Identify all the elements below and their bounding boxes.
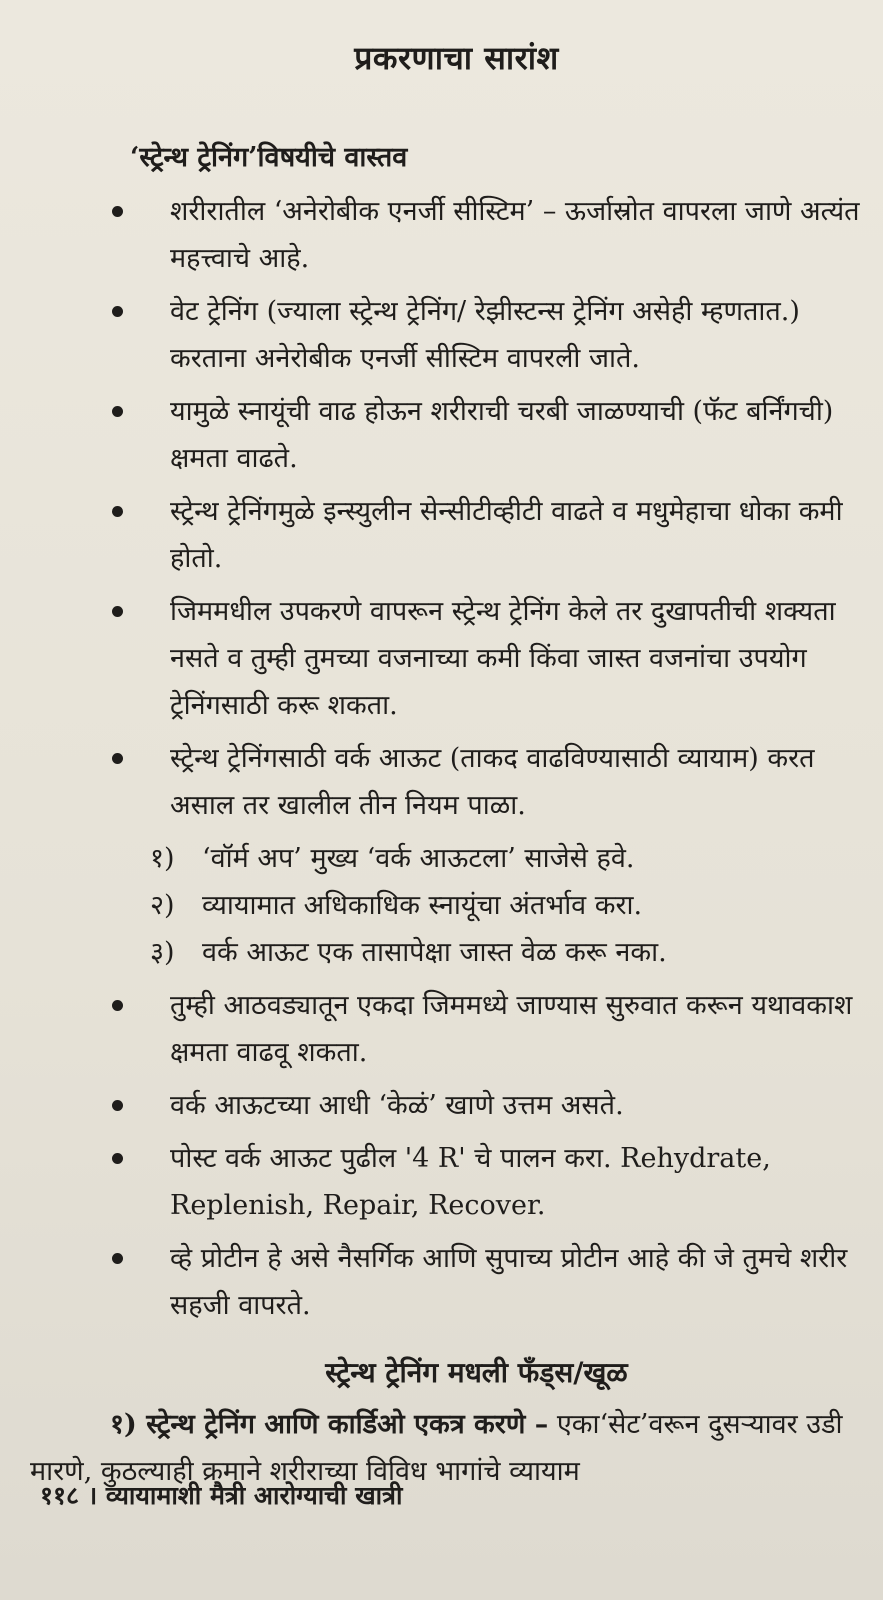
list-item-text: वर्क आऊटच्या आधी ‘केळं’ खाणे उत्तम असते.	[170, 1090, 624, 1121]
bullet-icon	[112, 306, 123, 317]
facts-list-part2	[110, 982, 863, 1329]
bullet-icon	[112, 406, 123, 417]
rule-item	[110, 929, 863, 976]
list-item-text: स्ट्रेन्थ ट्रेनिंगमुळे इन्स्युलीन सेन्सीटीव्हीटी वाढते व मधुमेहाचा धोका कमी होतो.	[170, 496, 843, 574]
list-item-text: स्ट्रेन्थ ट्रेनिंगसाठी वर्क आऊट (ताकद वाढविण्यासाठी व्यायाम) करत असाल तर खालील तीन नियम पाळा.	[170, 743, 815, 821]
list-item-text: यामुळे स्नायूंची वाढ होऊन शरीराची चरबी जाळण्याची (फॅट बर्निंगची) क्षमता वाढते.	[170, 396, 834, 474]
rules-list	[110, 835, 863, 976]
rule-text: वर्क आऊट एक तासापेक्षा जास्त वेळ करू नका.	[202, 937, 667, 968]
list-item-text: जिममधील उपकरणे वापरून स्ट्रेन्थ ट्रेनिंग केले तर दुखापतीची शक्यता नसते व तुम्ही तुमच्या वजनाच्या कमी किंवा जास्त वजनांचा उपयोग ट्रेनिंगसाठी करू शकता.	[170, 596, 836, 721]
list-item	[110, 588, 863, 729]
bullet-icon	[112, 506, 123, 517]
bullet-icon	[112, 753, 123, 764]
list-item-text: व्हे प्रोटीन हे असे नैसर्गिक आणि सुपाच्य प्रोटीन आहे की जे तुमचे शरीर सहजी वापरते.	[170, 1243, 848, 1321]
bullet-icon	[112, 606, 123, 617]
bullet-icon	[112, 1000, 123, 1011]
rule-number: १)	[150, 843, 175, 874]
list-item	[110, 735, 863, 829]
rule-number: २)	[150, 890, 175, 921]
section-heading: ‘स्ट्रेन्थ ट्रेनिंग’विषयीचे वास्तव	[130, 142, 408, 173]
facts-list-part1	[110, 188, 863, 829]
rule-item	[110, 835, 863, 882]
rule-text: व्यायामात अधिकाधिक स्नायूंचा अंतर्भाव करा.	[202, 890, 643, 921]
rule-number: ३)	[150, 937, 175, 968]
bullet-icon	[112, 1100, 123, 1111]
list-item	[110, 488, 863, 582]
list-item-text: वेट ट्रेनिंग (ज्याला स्ट्रेन्थ ट्रेनिंग/ रेझीस्टन्स ट्रेनिंग असेही म्हणतात.) करताना अनेरोबीक एनर्जी सीस्टिम वापरली जाते.	[170, 296, 800, 374]
list-item-text: तुम्ही आठवड्यातून एकदा जिममध्ये जाण्यास सुरुवात करून यथावकाश क्षमता वाढवू शकता.	[170, 990, 853, 1068]
list-item	[110, 982, 863, 1076]
list-item	[110, 288, 863, 382]
list-item	[110, 388, 863, 482]
sub-heading: स्ट्रेन्थ ट्रेनिंग मधली फॅंड्स/खूळ	[325, 1356, 628, 1389]
bullet-icon	[112, 206, 123, 217]
page-title: प्रकरणाचा सारांश	[354, 39, 559, 77]
list-item-text: पोस्ट वर्क आऊट पुढील '4 R' चे पालन करा. Rehydrate, Replenish, Repair, Recover.	[170, 1143, 771, 1221]
list-item	[110, 1135, 863, 1229]
list-item	[110, 1082, 863, 1129]
page-footer: ११८ । व्यायामाशी मैत्री आरोग्याची खात्री	[40, 1481, 403, 1510]
bullet-icon	[112, 1253, 123, 1264]
list-item	[110, 188, 863, 282]
rule-text: ‘वॉर्म अप’ मुख्य ‘वर्क आऊटला’ साजेसे हवे.	[202, 843, 635, 874]
trap-lead: १) स्ट्रेन्थ ट्रेनिंग आणि कार्डिओ एकत्र करणे –	[110, 1409, 549, 1440]
bullet-icon	[112, 1153, 123, 1164]
trap-text: एका‘सेट’वरून दुसऱ्यावर उडी मारणे, कुठल्याही क्रमाने शरीराच्या विविध भागांचे व्यायाम	[30, 1409, 843, 1487]
list-item	[110, 1235, 863, 1329]
rule-item	[110, 882, 863, 929]
list-item-text: शरीरातील ‘अनेरोबीक एनर्जी सीस्टिम’ – ऊर्जास्रोत वापरला जाणे अत्यंत महत्त्वाचे आहे.	[170, 196, 860, 274]
